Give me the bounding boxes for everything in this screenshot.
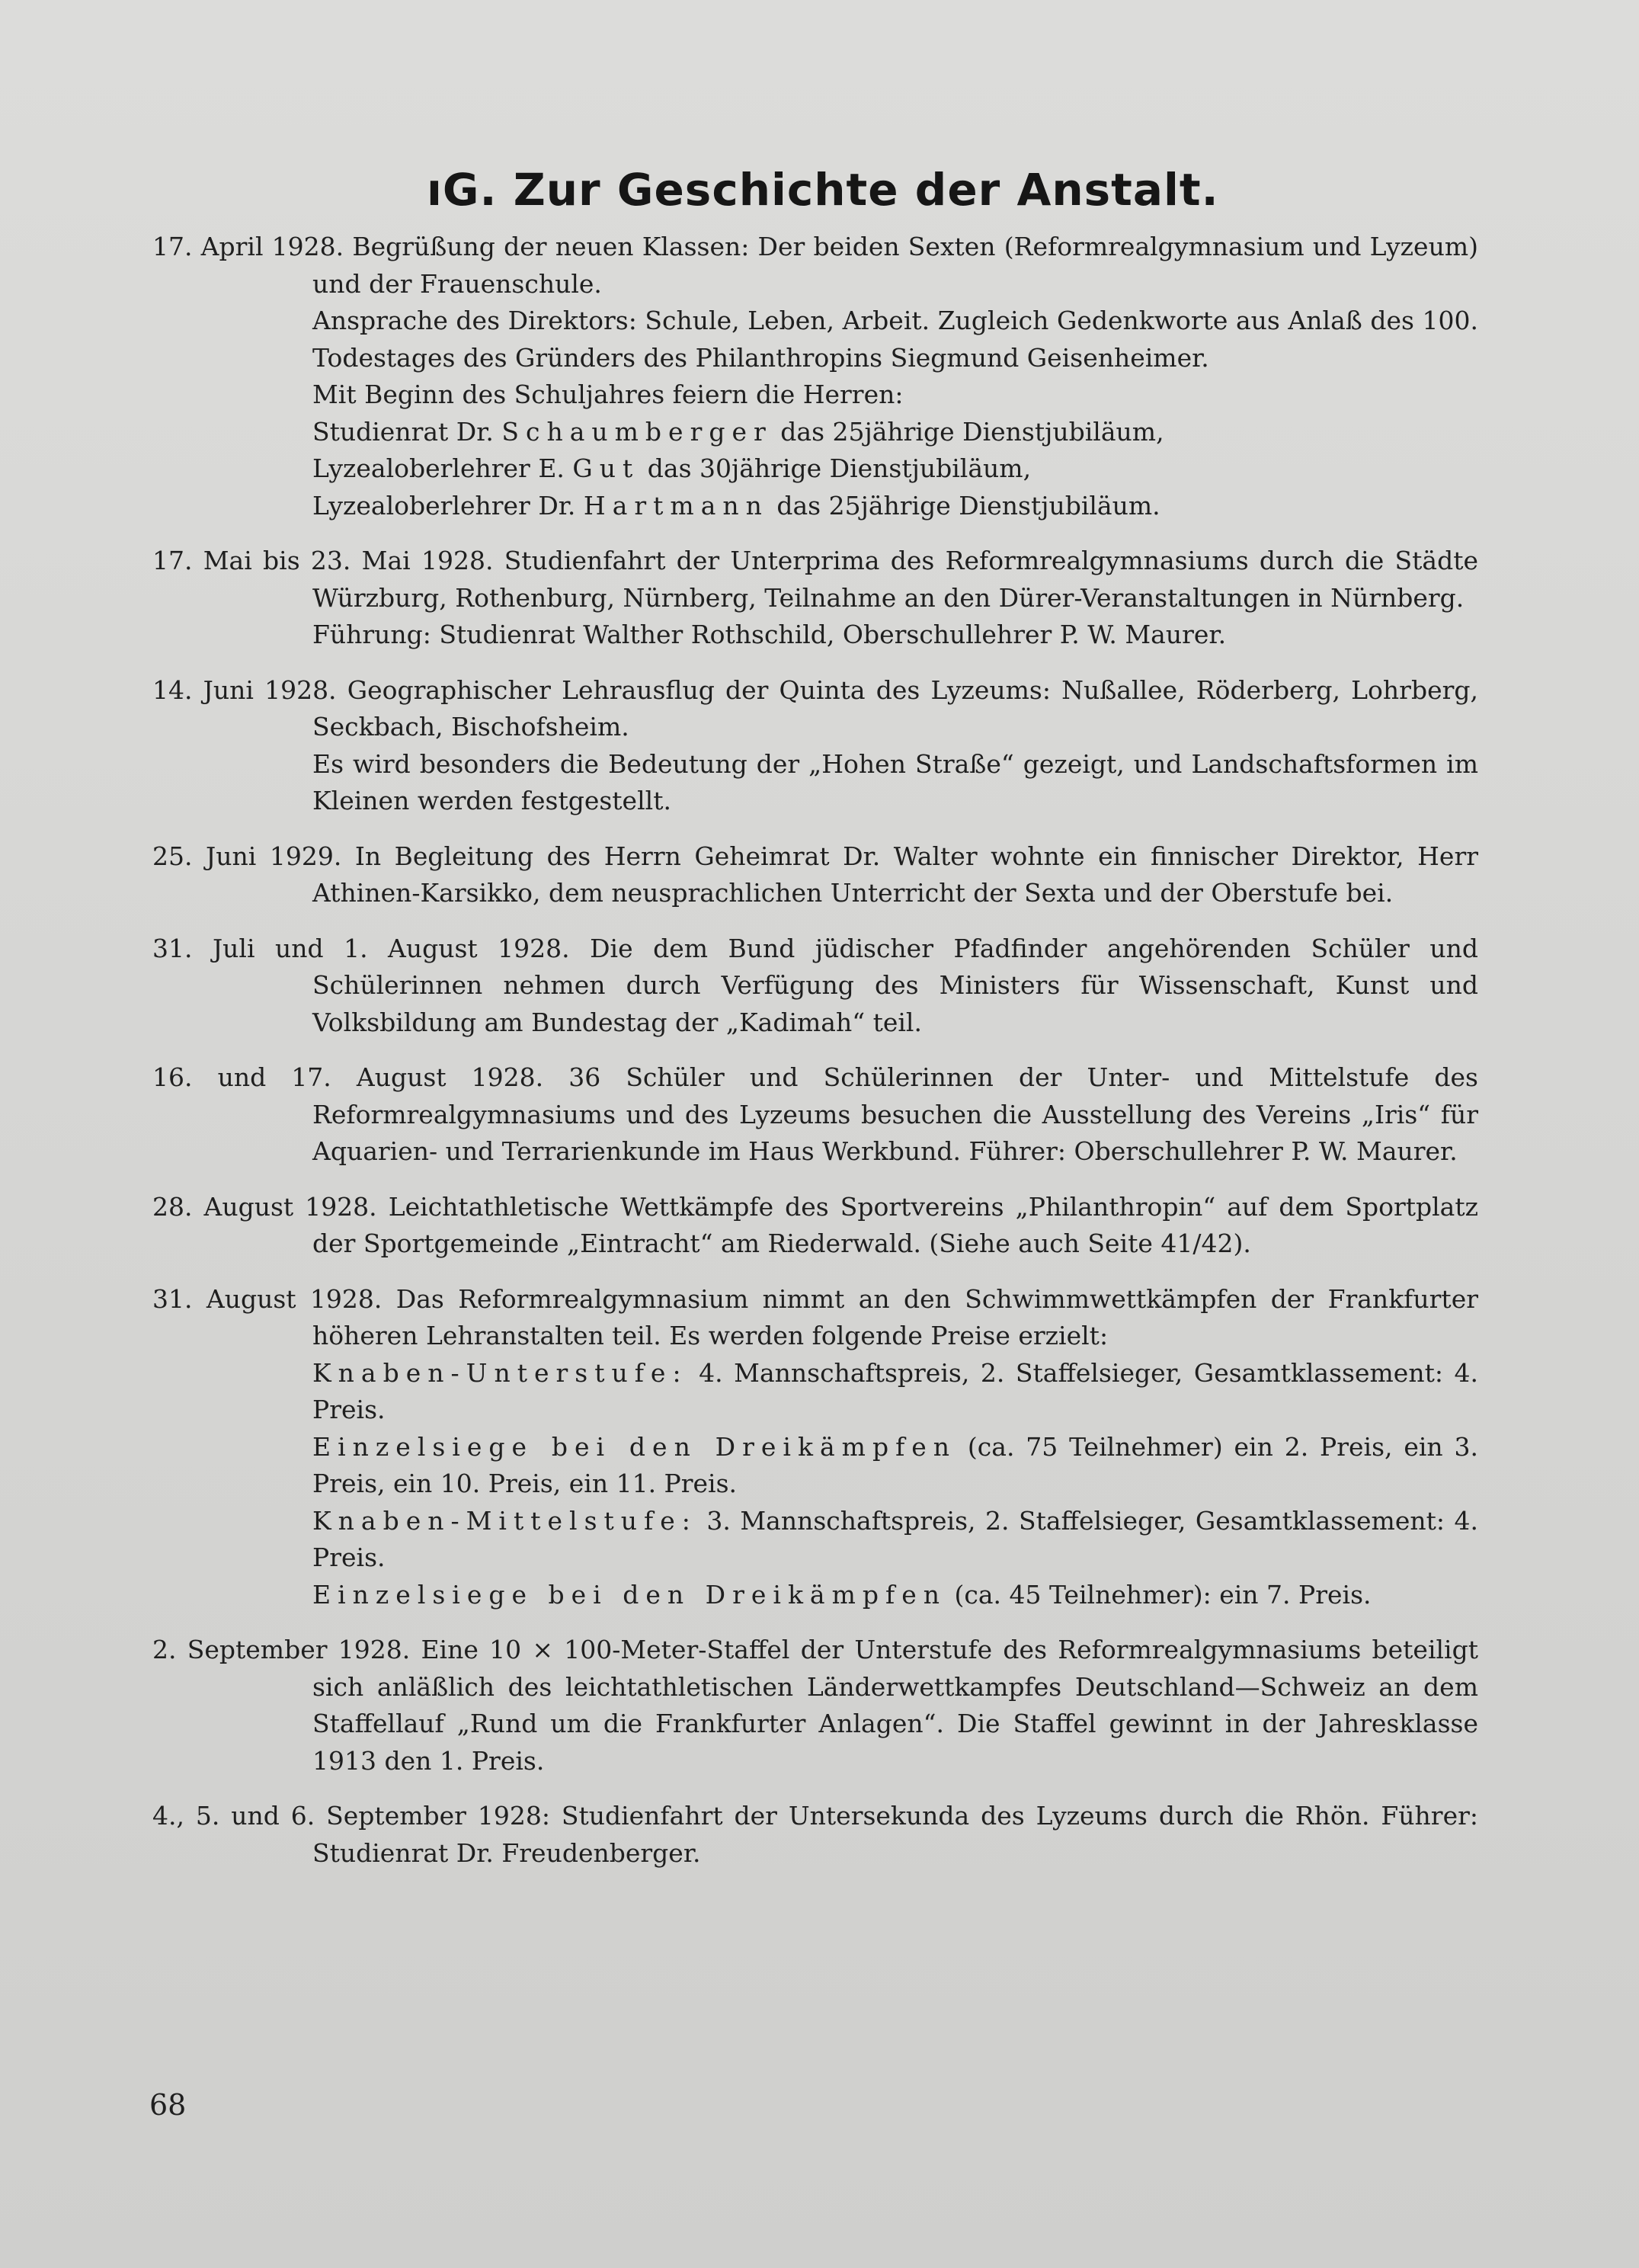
spaced-emphasis: Schaumberger [501, 416, 773, 447]
subparagraph-rest: das 25jährige Dienstjubiläum. [768, 490, 1160, 521]
entry-subparagraph: Führung: Studienrat Walther Rothschild, Oberschullehrer P. W. Maurer. [312, 620, 1227, 649]
chronicle-entry [152, 931, 1478, 1042]
entry-text: 14. Juni 1928. Geographischer Lehrausflug der Quinta des Lyzeums: Nußallee, Röderberg, Lohrberg, Seckbach, Bischofsheim. [152, 674, 1478, 742]
spaced-emphasis: Einzelsiege bei den Dreikämpfen [312, 1579, 947, 1610]
entry-subparagraph [152, 488, 1478, 525]
subparagraph-rest: (ca. 45 Teilnehmer): ein 7. Preis. [946, 1579, 1372, 1610]
entry-subparagraph: Es wird besonders die Bedeutung der „Hohen Straße“ gezeigt, und Landschaftsformen im Kleinen werden festgestellt. [312, 748, 1478, 815]
entry-subparagraph [152, 1503, 1478, 1577]
chronicle-entry [152, 229, 1478, 524]
spaced-emphasis: Hartmann [583, 490, 769, 521]
chronicle-entries [152, 229, 1478, 1890]
spaced-emphasis: Gut [572, 453, 640, 483]
spaced-emphasis: Knaben-Mittelstufe: [312, 1505, 697, 1536]
entry-text: 2. September 1928. Eine 10 × 100-Meter-Staffel der Unterstufe des Reformrealgymnasiums beteiligt sich anläßlich des leichtathletischen Länderwettkampfes Deutschland—Schweiz an dem Staffellauf „Rund um die Frankfurter Anlagen“. Die Staffel gewinnt in der Jahresklasse 1913 den 1. Preis. [152, 1635, 1478, 1776]
entry-text: 16. und 17. August 1928. 36 Schüler und Schülerinnen der Unter- und Mittelstufe des Reformrealgymnasiums und des Lyzeums besuchen die Ausstellung des Vereins „Iris“ für Aquarien- und Terrarienkunde im Haus Werkbund. Führer: Oberschullehrer P. W. Maurer. [152, 1062, 1478, 1166]
entry-text: 17. April 1928. Begrüßung der neuen Klassen: Der beiden Sexten (Reformrealgymnasium und Lyzeum) und der Frauenschule. [152, 232, 1478, 299]
entry-text: 25. Juni 1929. In Begleitung des Herrn Geheimrat Dr. Walter wohnte ein finnischer Direktor, Herr Athinen-Karsikko, dem neusprachlichen Unterricht der Sexta und der Oberstufe bei. [152, 841, 1478, 908]
entry-subparagraph [152, 1355, 1478, 1429]
entry-text: 31. August 1928. Das Reformrealgymnasium nimmt an den Schwimmwettkämpfen der Frankfurter höheren Lehranstalten teil. Es werden folgende Preise erzielt: [152, 1283, 1478, 1350]
subparagraph-rest: das 25jährige Dienstjubiläum, [772, 416, 1164, 447]
subparagraph-rest: das 30jährige Dienstjubiläum, [639, 453, 1032, 483]
subparagraph-rest: 4. Mannschaftspreis, 2. Staffelsieger, Gesamtklassement: 4. Preis. [312, 1357, 1478, 1424]
chronicle-entry [152, 543, 1478, 654]
subparagraph-lead: Lyzealoberlehrer E. [312, 453, 573, 483]
entry-subparagraph: Mit Beginn des Schuljahres feiern die Herren: [312, 380, 904, 409]
entry-subparagraph [152, 450, 1478, 488]
entry-subparagraph: Ansprache des Direktors: Schule, Leben, Arbeit. Zugleich Gedenkworte aus Anlaß des 100. Todestages des Gründers des Philanthropins Siegmund Geisenheimer. [312, 306, 1478, 373]
subparagraph-lead: Studienrat Dr. [312, 416, 502, 447]
chronicle-entry [152, 1189, 1478, 1263]
entry-text: 28. August 1928. Leichtathletische Wettkämpfe des Sportvereins „Philanthropin“ auf dem Sportplatz der Sportgemeinde „Eintracht“ am Riederwald. (Siehe auch Seite 41/42). [152, 1191, 1478, 1258]
subparagraph-lead: Lyzealoberlehrer Dr. [312, 490, 584, 521]
page-number: 68 [149, 2088, 187, 2122]
spaced-emphasis: Einzelsiege bei den Dreikämpfen [312, 1431, 957, 1462]
chronicle-entry [152, 672, 1478, 820]
entry-subparagraph [152, 1577, 1478, 1614]
entry-text: 4., 5. und 6. September 1928: Studienfahrt der Untersekunda des Lyzeums durch die Rhön. Führer: Studienrat Dr. Freudenberger. [152, 1801, 1478, 1868]
entry-subparagraph [152, 414, 1478, 451]
chronicle-entry [152, 1798, 1478, 1872]
chronicle-entry [152, 1281, 1478, 1614]
spaced-emphasis: Knaben-Unterstufe: [312, 1357, 688, 1388]
chronicle-entry [152, 838, 1478, 912]
chronicle-entry [152, 1059, 1478, 1171]
entry-subparagraph [152, 1429, 1478, 1503]
chronicle-entry [152, 1632, 1478, 1779]
entry-text: 31. Juli und 1. August 1928. Die dem Bund jüdischer Pfadfinder angehörenden Schüler und Schülerinnen nehmen durch Verfügung des Ministers für Wissenschaft, Kunst und Volksbildung am Bundestag der „Kadimah“ teil. [152, 933, 1478, 1037]
entry-text: 17. Mai bis 23. Mai 1928. Studienfahrt der Unterprima des Reformrealgymnasiums durch die Städte Würzburg, Rothenburg, Nürnberg, Teilnahme an den Dürer-Veranstaltungen in Nürnberg. [152, 546, 1478, 613]
page-title: ıG. Zur Geschichte der Anstalt. [427, 164, 1219, 216]
subparagraph-rest: (ca. 75 Teilnehmer) ein 2. Preis, ein 3. Preis, ein 10. Preis, ein 11. Preis. [312, 1431, 1479, 1498]
subparagraph-rest: 3. Mannschaftspreis, 2. Staffelsieger, Gesamtklassement: 4. Preis. [312, 1505, 1478, 1572]
